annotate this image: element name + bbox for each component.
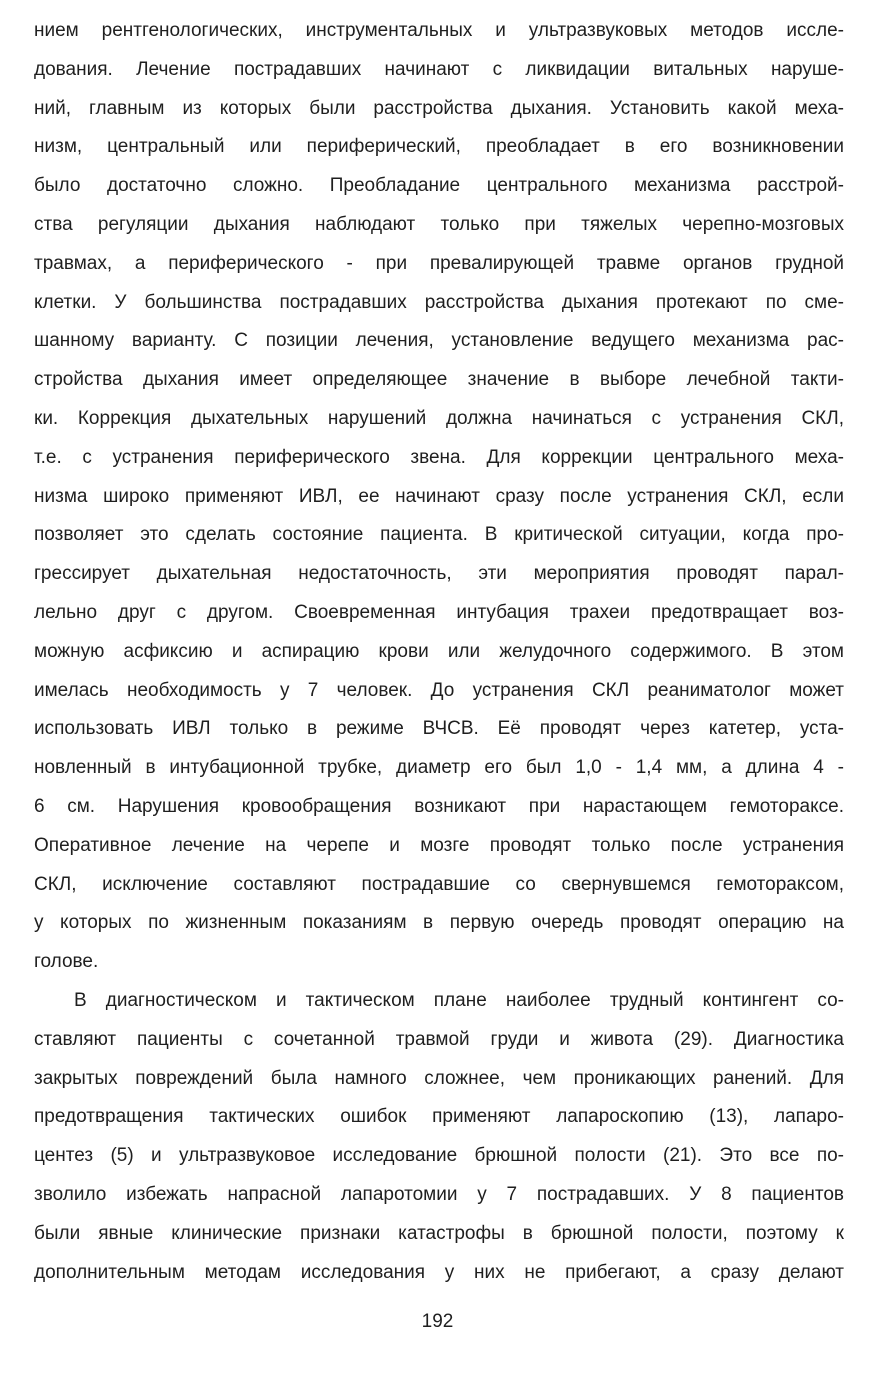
text-line: 6 см. Нарушения кровообращения возникают при нарастающем гемотораксе. xyxy=(34,795,844,817)
text-line: использовать ИВЛ только в режиме ВЧСВ. Её проводят через катетер, уста- xyxy=(34,718,844,740)
text-line: СКЛ, исключение составляют пострадавшие со свернувшемся гемотораксом, xyxy=(34,873,844,895)
paragraph-1 xyxy=(34,12,844,982)
text-line: дополнительным методам исследования у них не прибегают, а сразу делают xyxy=(34,1261,844,1283)
text-line: низм, центральный или периферический, преобладает в его возникновении xyxy=(34,136,844,158)
text-line: В диагностическом и тактическом плане наиболее трудный контингент со- xyxy=(74,989,844,1011)
text-line: закрытых повреждений была намного сложнее, чем проникающих ранений. Для xyxy=(34,1067,844,1089)
text-line: клетки. У большинства пострадавших расстройства дыхания протекают по сме- xyxy=(34,291,844,313)
text-line: шанному варианту. С позиции лечения, установление ведущего механизма рас- xyxy=(34,330,844,352)
text-line: ки. Коррекция дыхательных нарушений должна начинаться с устранения СКЛ, xyxy=(34,407,844,429)
text-line: нием рентгенологических, инструментальных и ультразвуковых методов иссле- xyxy=(34,20,844,41)
text-line: травмах, а периферического - при превалирующей травме органов грудной xyxy=(34,252,844,274)
body-text xyxy=(34,12,844,1292)
text-line: грессирует дыхательная недостаточность, эти мероприятия проводят парал- xyxy=(34,563,844,585)
text-line: стройства дыхания имеет определяющее значение в выборе лечебной такти- xyxy=(34,369,844,391)
text-line: ставляют пациенты с сочетанной травмой груди и живота (29). Диагностика xyxy=(34,1028,844,1050)
text-line: позволяет это сделать состояние пациента. В критической ситуации, когда про- xyxy=(34,524,844,546)
page-number: 192 xyxy=(421,1311,454,1332)
text-line: ства регуляции дыхания наблюдают только при тяжелых черепно-мозговых xyxy=(34,213,844,235)
text-line: новленный в интубационной трубке, диаметр его был 1,0 - 1,4 мм, а длина 4 - xyxy=(34,757,844,779)
text-line: центез (5) и ультразвуковое исследование брюшной полости (21). Это все по- xyxy=(34,1145,844,1167)
text-line: у которых по жизненным показаниям в первую очередь проводят операцию на xyxy=(34,912,844,934)
text-line: зволило избежать напрасной лапаротомии у 7 пострадавших. У 8 пациентов xyxy=(34,1183,844,1205)
text-line: низма широко применяют ИВЛ, ее начинают сразу после устранения СКЛ, если xyxy=(34,485,844,507)
paragraph-2 xyxy=(34,982,844,1292)
text-line: т.е. с устранения периферического звена. Для коррекции центрального меха- xyxy=(34,446,844,468)
text-line: предотвращения тактических ошибок применяют лапароскопию (13), лапаро- xyxy=(34,1106,844,1128)
text-line: имелась необходимость у 7 человек. До устранения СКЛ реаниматолог может xyxy=(34,679,844,701)
text-line: лельно друг с другом. Своевременная интубация трахеи предотвращает воз- xyxy=(34,601,844,623)
text-line: можную асфиксию и аспирацию крови или желудочного содержимого. В этом xyxy=(34,640,844,662)
text-line: были явные клинические признаки катастрофы в брюшной полости, поэтому к xyxy=(34,1222,844,1244)
text-line: дования. Лечение пострадавших начинают с ликвидации витальных наруше- xyxy=(34,58,844,80)
text-line: было достаточно сложно. Преобладание центрального механизма расстрой- xyxy=(34,175,844,197)
text-line: Оперативное лечение на черепе и мозге проводят только после устранения xyxy=(34,834,844,856)
text-line: голове. xyxy=(34,951,99,973)
text-line: ний, главным из которых были расстройства дыхания. Установить какой меха- xyxy=(34,97,844,119)
